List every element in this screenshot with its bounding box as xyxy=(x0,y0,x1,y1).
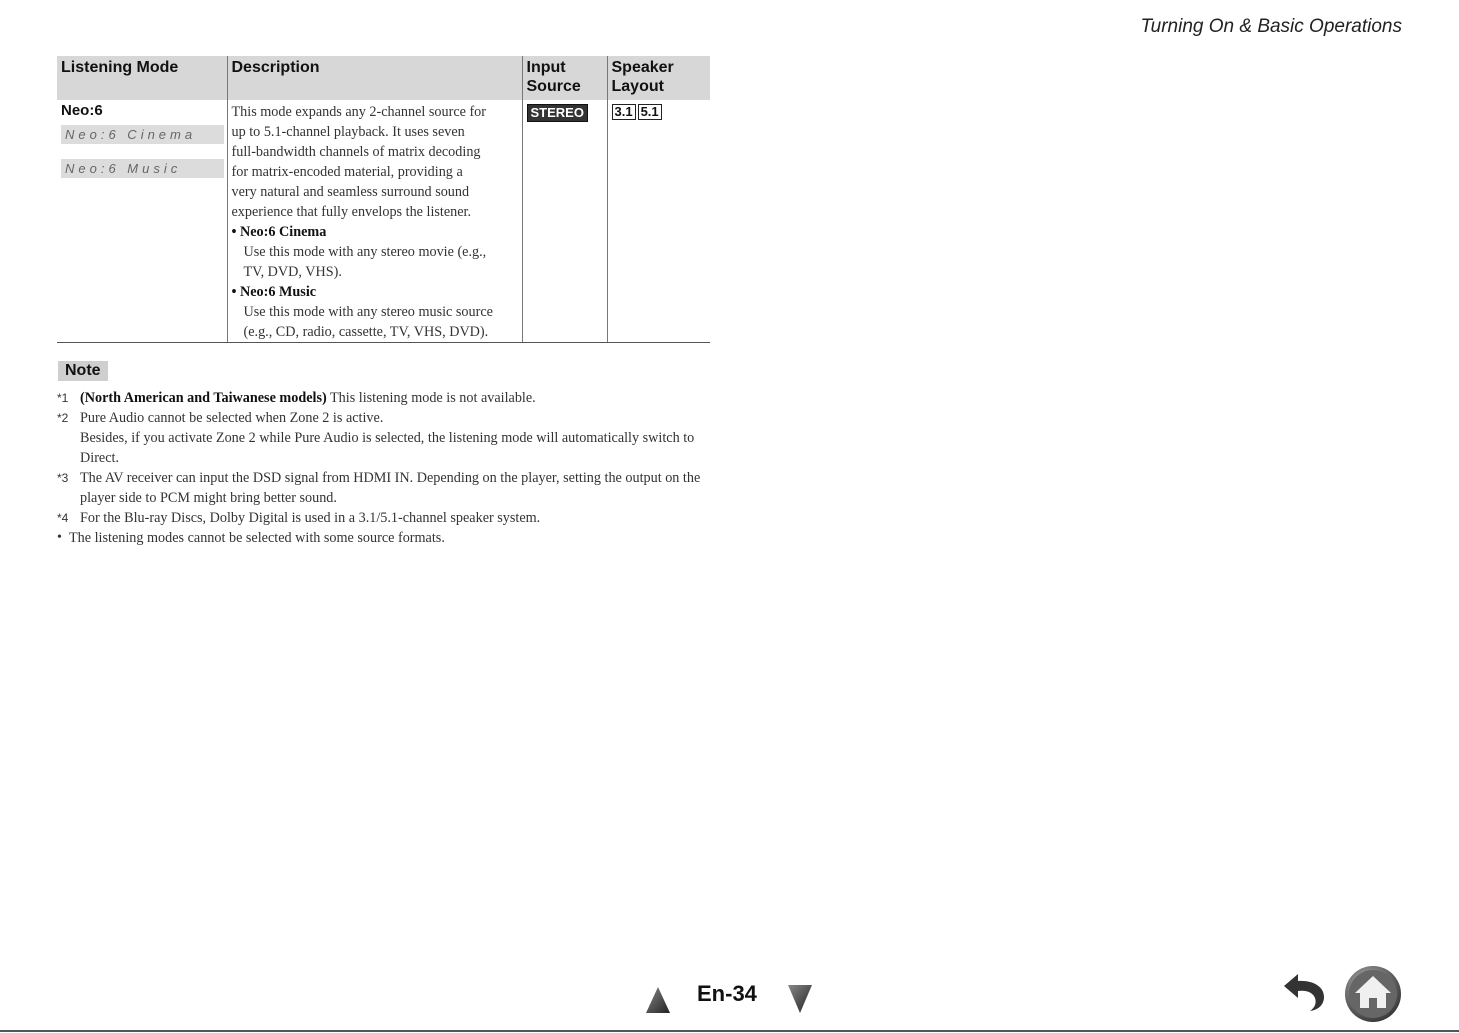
col-header-speaker-line2: Layout xyxy=(611,78,664,95)
bottom-rule xyxy=(0,1030,1459,1032)
note-text: The AV receiver can input the DSD signal from HDMI IN. Depending on the player, setting the output on the player side to PCM might bring better sound. xyxy=(80,470,701,506)
bullet-neo6-cinema: • Neo:6 Cinema xyxy=(231,224,327,240)
col-header-description: Description xyxy=(227,56,522,100)
home-icon[interactable] xyxy=(1343,964,1403,1024)
note-mark: *1 xyxy=(57,391,69,405)
description-cell xyxy=(227,100,522,343)
note-item xyxy=(57,388,717,408)
note-mark: • xyxy=(57,530,62,545)
desc-line: experience that fully envelops the listener. xyxy=(231,204,472,220)
note-text: For the Blu-ray Discs, Dolby Digital is used in a 3.1/5.1-channel speaker system. xyxy=(80,510,541,526)
previous-page-icon[interactable] xyxy=(646,987,670,1013)
desc-line: (e.g., CD, radio, cassette, TV, VHS, DVD). xyxy=(243,324,489,340)
back-arrow-icon[interactable] xyxy=(1278,972,1330,1012)
desc-line: very natural and seamless surround sound xyxy=(231,184,470,200)
col-header-speaker-line1: Speaker xyxy=(611,59,674,76)
note-text: Besides, if you activate Zone 2 while Pure Audio is selected, the listening mode will automatically switch to Direct. xyxy=(80,430,695,466)
listening-mode-table xyxy=(57,56,710,343)
note-mark: *3 xyxy=(57,471,69,485)
page-number: En-34 xyxy=(697,981,757,1006)
note-item xyxy=(57,508,717,528)
desc-line: for matrix-encoded material, providing a xyxy=(231,164,463,180)
note-item xyxy=(57,428,717,468)
desc-line: Use this mode with any stereo music source xyxy=(243,304,493,320)
note-label: Note xyxy=(58,361,108,381)
desc-line: Use this mode with any stereo movie (e.g., xyxy=(243,244,487,260)
col-header-input-line2: Source xyxy=(526,78,581,95)
note-mark: *2 xyxy=(57,411,69,425)
desc-line: This mode expands any 2-channel source for xyxy=(231,104,487,120)
notes-list xyxy=(57,388,717,548)
col-header-speaker-layout xyxy=(607,56,710,100)
stereo-badge: STEREO xyxy=(527,104,588,122)
desc-line: up to 5.1-channel playback. It uses seven xyxy=(231,124,465,140)
note-text: This listening mode is not available. xyxy=(326,390,536,406)
display-neo6-cinema: Neo:6 Cinema xyxy=(61,125,224,144)
mode-name: Neo:6 xyxy=(61,102,103,119)
note-item xyxy=(57,408,717,428)
col-header-input-source xyxy=(522,56,607,100)
desc-line: TV, DVD, VHS). xyxy=(243,264,342,280)
note-bold: (North American and Taiwanese models) xyxy=(80,390,327,406)
section-title: Turning On & Basic Operations xyxy=(1140,16,1402,37)
note-item xyxy=(57,528,717,548)
mode-cell xyxy=(57,100,227,343)
input-source-cell xyxy=(522,100,607,343)
layout-badge-3-1: 3.1 xyxy=(612,104,636,120)
table-header-row xyxy=(57,56,710,100)
note-text: Pure Audio cannot be selected when Zone 2 is active. xyxy=(80,410,384,426)
speaker-layout-cell xyxy=(607,100,710,343)
note-text: The listening modes cannot be selected with some source formats. xyxy=(69,530,445,546)
desc-line: full-bandwidth channels of matrix decoding xyxy=(231,144,481,160)
bullet-neo6-music: • Neo:6 Music xyxy=(231,284,317,300)
layout-badge-5-1: 5.1 xyxy=(638,104,662,120)
col-header-input-line1: Input xyxy=(526,59,566,76)
next-page-icon[interactable] xyxy=(788,985,812,1013)
page-navigation xyxy=(640,980,840,1016)
note-mark: *4 xyxy=(57,511,69,525)
note-item xyxy=(57,468,717,508)
display-neo6-music: Neo:6 Music xyxy=(61,159,224,178)
table-row xyxy=(57,100,710,343)
col-header-listening-mode: Listening Mode xyxy=(57,56,227,100)
